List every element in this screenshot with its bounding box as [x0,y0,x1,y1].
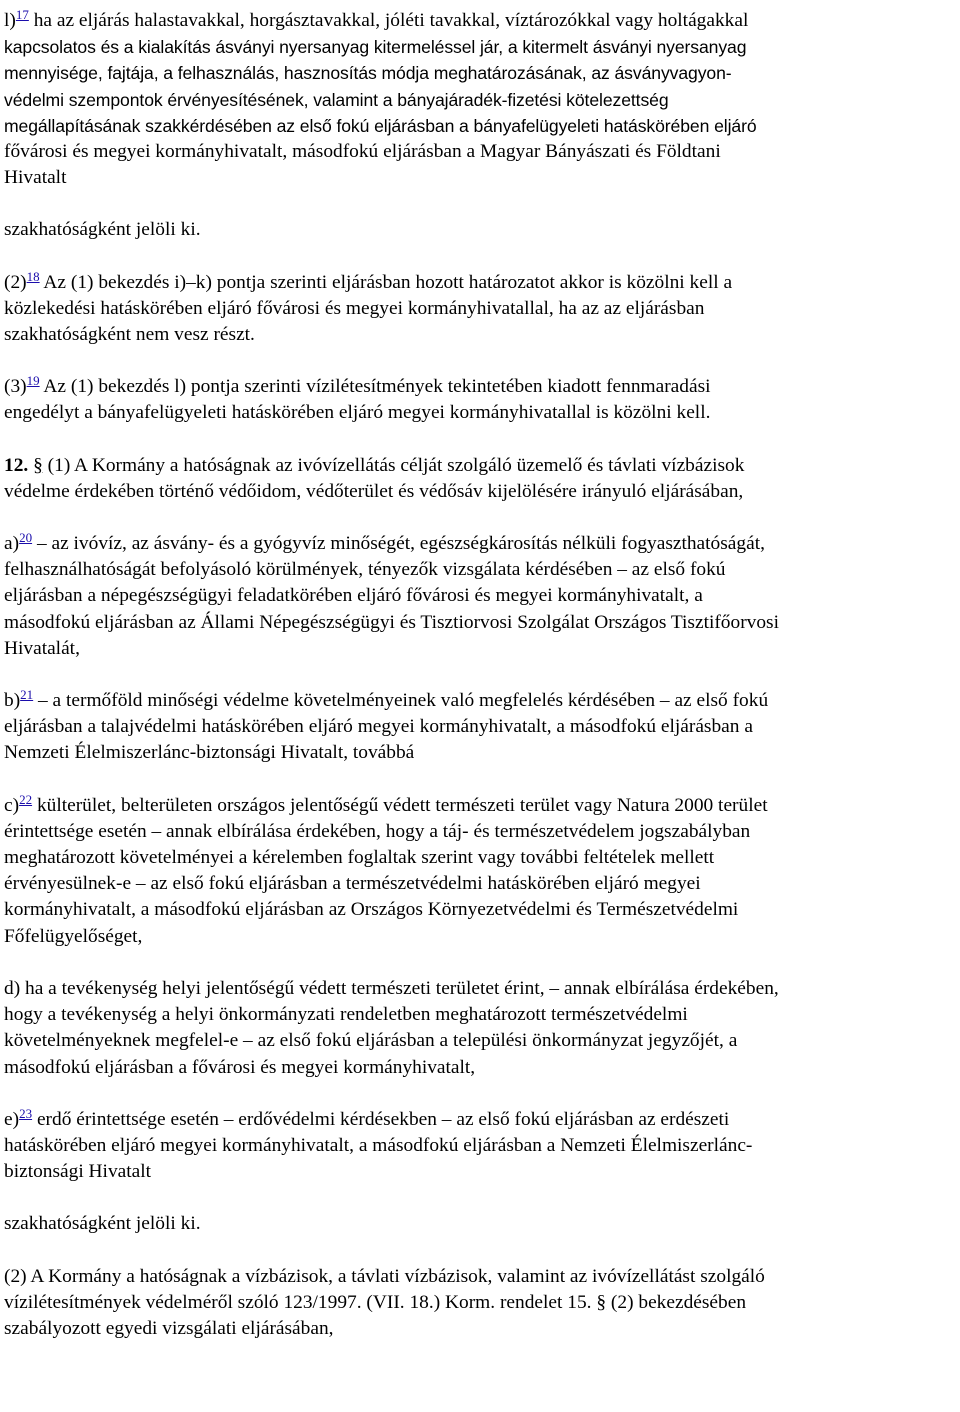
text-span: erdő érintettsége esetén – erdővédelmi kérdésekben – az első fokú eljárásban az erdészeti [36,1108,730,1130]
text-line: Hivatalát, [4,637,80,659]
text-line [4,453,958,479]
text-line: Nemzeti Élelmiszerlánc-biztonsági Hivatalt, továbbá [4,742,415,764]
closing-text: szakhatóságként jelöli ki. [4,1213,201,1235]
text-line: meghatározott követelményei a kérelemben foglaltak szerint vagy további feltételek mellett [4,847,715,869]
paragraph-2 [4,270,958,349]
text-line: Főfelügyelőséget, [4,925,143,947]
text-line [4,793,958,819]
text-span: (1) A Kormány a hatóságnak az ivóvízellátás célját szolgáló üzemelő és távlati vízbázisok [47,454,745,476]
text-line: közlekedési hatáskörében eljáró fővárosi és megyei kormányhivatallal, ha az az eljárásban [4,297,705,319]
section-sign-link[interactable]: § [596,1291,607,1313]
text-span: – az ivóvíz, az ásvány- és a gyógyvíz minőségét, egészségkárosítás nélküli fogyaszthatóságát, [36,533,765,555]
text-span: vízilétesítmények védelméről szóló 123/1997. (VII. 18.) Korm. rendelet 15. [4,1291,592,1313]
footnote-link-17[interactable]: 17 [15,7,29,22]
text-line: szakhatóságként nem vesz részt. [4,324,255,346]
text-line [4,374,958,400]
text-line: felhasználhatóságát befolyásoló körülmények, tényezők vizsgálata kérdésében – az első fokú [4,559,726,581]
text-line: megállapításának szakkérdésében az első fokú eljárásban a bányafelügyeleti hatáskörében eljáró [4,115,757,136]
text-span: Az (1) bekezdés l) pontja szerinti vízilétesítmények tekintetében kiadott fennmaradási [43,376,711,398]
text-line: engedélyt a bányafelügyeleti hatáskörében eljáró megyei kormányhivatallal is közölni kell. [4,402,711,424]
text-line [4,1107,958,1133]
text-line: védelmi szempontok érvényesítésének, valamint a bányajáradék-fizetési kötelezettség [4,89,669,110]
text-line: szabályozott egyedi vizsgálati eljárásában, [4,1317,334,1339]
text-line: követelményeknek megfelel-e – az első fokú eljárásban a települési önkormányzat jegyzőjét, a [4,1030,738,1052]
text-line: másodfokú eljárásban a fővárosi és megyei kormányhivatalt, [4,1056,476,1078]
text-line: eljárásban a talajvédelmi hatáskörében eljáró megyei kormányhivatalt, a másodfokú eljárásban a [4,716,753,738]
footnote-link-21[interactable]: 21 [20,687,34,703]
section-12 [4,453,958,505]
text-line: Hivatalt [4,167,67,189]
section-sign-link[interactable]: § [33,454,43,476]
section-number: 12. [4,454,29,476]
text-span: – a termőföld minőségi védelme követelményeinek való megfelelés kérdésében – az első fokú [38,690,769,712]
text-line: hatáskörében eljáró megyei kormányhivatalt, a másodfokú eljárásban a Nemzeti Élelmiszerlánc- [4,1134,753,1156]
text-span: (2) bekezdésében [610,1291,747,1313]
item-label: a) [4,533,20,555]
footnote-link-23[interactable]: 23 [19,1105,33,1121]
item-label: c) [4,794,20,816]
item-e [4,1107,958,1186]
text-line: mennyisége, fajtája, a felhasználás, hasznosítás módja meghatározásának, az ásványvagyon- [4,63,732,84]
text-line: fővárosi és megyei kormányhivatalt, másodfokú eljárásban a Magyar Bányászati és Földtani [4,141,721,163]
text-line: kapcsolatos és a kialakítás ásványi nyersanyag kitermeléssel jár, a kitermelt ásványi nyersanyag [4,37,747,58]
text-line: biztonsági Hivatalt [4,1161,152,1183]
document-page [4,0,958,1342]
text-line: hogy a tevékenység a helyi önkormányzati rendeletben meghatározott természetvédelmi [4,1004,688,1026]
text-line: érvényesülnek-e – az első fokú eljárásban a természetvédelmi hatáskörében eljáró megyei [4,873,701,895]
item-label: l) [4,10,16,31]
text-line: (2) A Kormány a hatóságnak a vízbázisok, a távlati vízbázisok, valamint az ivóvízellátást szolgáló [4,1265,765,1287]
text-line [4,531,958,557]
footnote-link-20[interactable]: 20 [19,530,33,546]
text-line [4,8,958,34]
item-l [4,0,958,191]
text-line: védelme érdekében történő védőidom, védőterület és védősáv kijelölésére irányuló eljárásában, [4,480,744,502]
item-d [4,976,958,1081]
text-span: külterület, belterületen országos jelentőségű védett természeti terület vagy Natura 2000 terület [36,794,768,816]
text-line: kormányhivatalt, a másodfokú eljárásban az Országos Környezetvédelmi és Természetvédelmi [4,899,739,921]
text-line: másodfokú eljárásban az Állami Népegészségügyi és Tisztiorvosi Szolgálat Országos Tisztifőorvosi [4,611,779,633]
text-line [4,1290,958,1316]
item-label: b) [4,690,21,712]
text-line: érintettsége esetén – annak elbírálása érdekében, hogy a táj- és természetvédelem jogszabályban [4,820,751,842]
paragraph-label: (3) [4,376,27,398]
text-line [4,688,958,714]
text-span: ha az eljárás halastavakkal, horgásztavakkal, jóléti tavakkal, víztározókkal vagy holtágakkal [33,10,749,31]
text-span: Az (1) bekezdés i)–k) pontja szerinti eljárásban hozott határozatot akkor is közölni kell a [43,271,733,293]
item-a [4,531,958,662]
paragraph-label: (2) [4,271,27,293]
footnote-link-22[interactable]: 22 [19,791,33,807]
item-label: e) [4,1108,20,1130]
paragraph-3 [4,374,958,426]
text-line: eljárásban a népegészségügyi feladatkörében eljáró fővárosi és megyei kormányhivatalt, a [4,585,703,607]
section-12-paragraph-2 [4,1264,958,1343]
item-b [4,688,958,767]
text-line: d) ha a tevékenység helyi jelentőségű védett természeti területet érint, – annak elbírálása érdekében, [4,977,779,999]
footnote-link-19[interactable]: 19 [26,373,40,389]
item-c [4,793,958,950]
footnote-link-18[interactable]: 18 [26,268,40,284]
text-line [4,270,958,296]
closing-text: szakhatóságként jelöli ki. [4,219,201,241]
